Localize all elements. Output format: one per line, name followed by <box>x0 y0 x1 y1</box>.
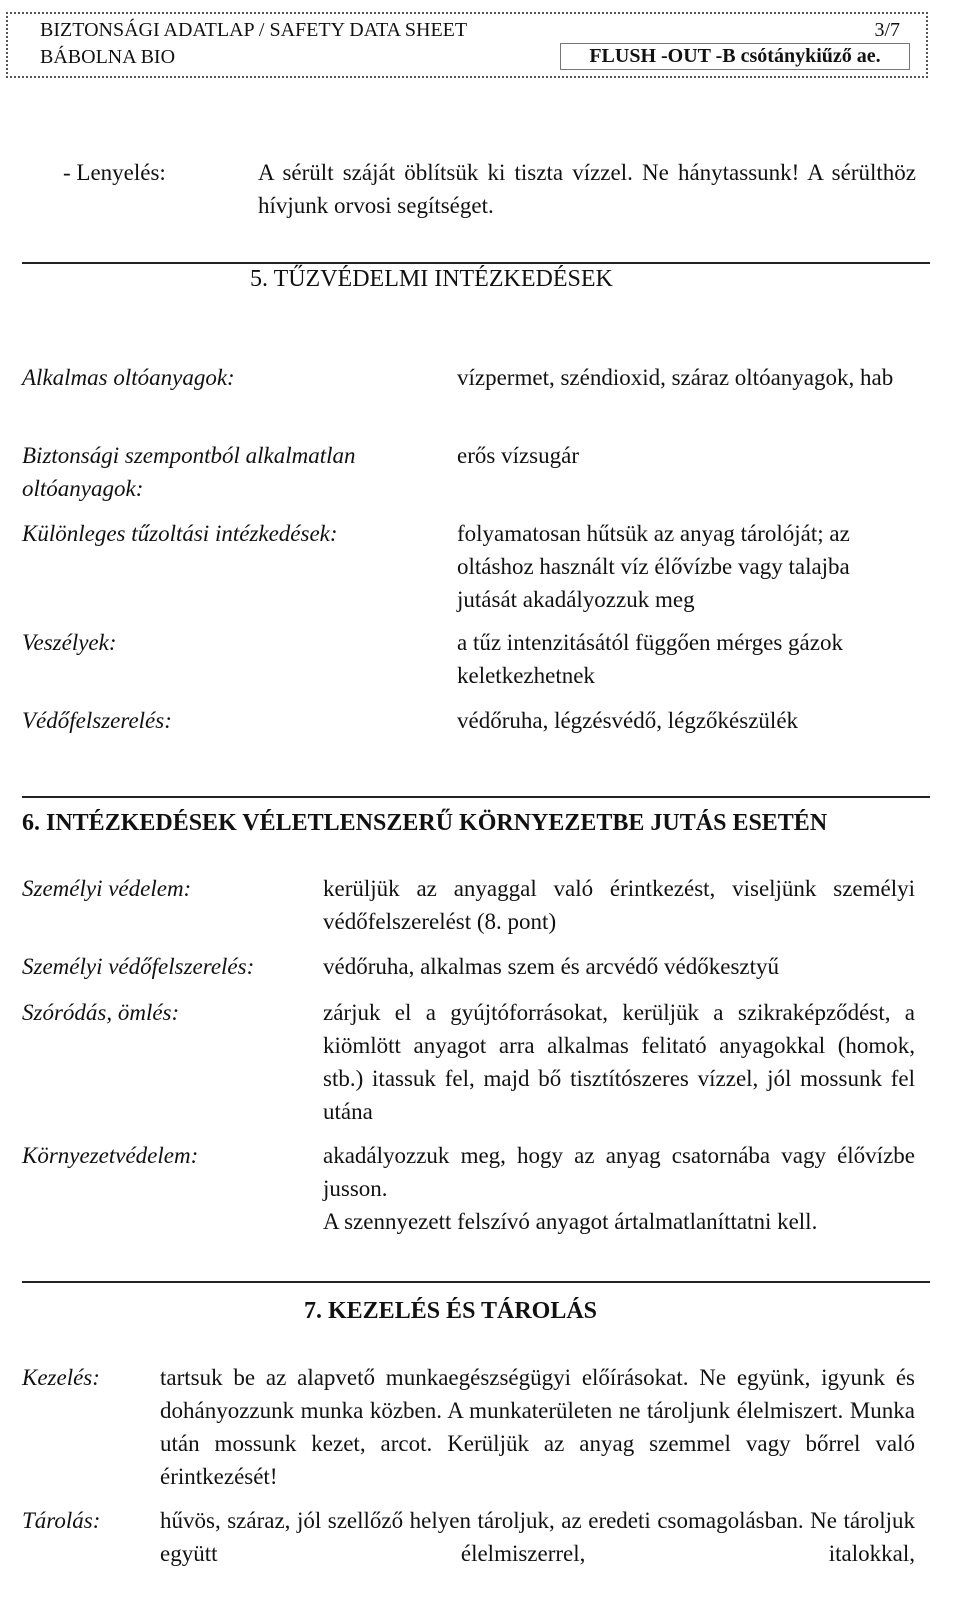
section-divider <box>22 1281 930 1283</box>
release-label-spill: Szóródás, ömlés: <box>22 1000 180 1025</box>
section-7-title: 7. KEZELÉS ÉS TÁROLÁS <box>304 1298 598 1324</box>
header-title: BIZTONSÁGI ADATLAP / SAFETY DATA SHEET <box>40 19 468 41</box>
fire-value-hazards: a tűz intenzitásától függően mérges gázok keletkezhetnek <box>457 630 843 688</box>
product-name: FLUSH -OUT -B csótánykiűző ae. <box>560 43 910 70</box>
handling-value: tartsuk be az alapvető munkaegészségügyi előírásokat. Ne együnk, igyunk és dohányozzunk munka közben. A munkaterületen ne tároljunk élelmiszert. Munka után mossunk kezet, arcot. Kerüljük az anyag szemmel vagy bőrrel való érintkezését! <box>160 1365 915 1489</box>
ingestion-text: A sérült száját öblítsük ki tiszta vízzel. Ne hánytassunk! A sérülthöz hívjunk orvosi segítséget. <box>258 160 916 218</box>
fire-label-equipment: Védőfelszerelés: <box>22 708 172 733</box>
fire-label-suitable: Alkalmas oltóanyagok: <box>22 365 235 390</box>
release-label-environment: Környezetvédelem: <box>22 1143 199 1168</box>
storage-label: Tárolás: <box>22 1508 101 1533</box>
section-5-title: 5. TŰZVÉDELMI INTÉZKEDÉSEK <box>250 266 613 292</box>
storage-value: hűvös, száraz, jól szellőző helyen tároljuk, az eredeti csomagolásban. Ne tároljuk együtt élelmiszerrel, italokkal, <box>160 1508 915 1566</box>
fire-value-special: folyamatosan hűtsük az anyag tárolóját; az oltáshoz használt víz élővízbe vagy talajba jutását akadályozzuk meg <box>457 521 850 612</box>
release-label-ppe: Személyi védőfelszerelés: <box>22 954 255 979</box>
section-6-title: 6. INTÉZKEDÉSEK VÉLETLENSZERŰ KÖRNYEZETBE JUTÁS ESETÉN <box>22 810 828 836</box>
release-label-personal: Személyi védelem: <box>22 876 192 901</box>
fire-value-equipment: védőruha, légzésvédő, légzőkészülék <box>457 708 799 733</box>
fire-label-unsuitable: Biztonsági szempontból alkalmatlan oltóanyagok: <box>22 443 356 501</box>
fire-value-unsuitable: erős vízsugár <box>457 443 579 468</box>
section-divider <box>22 796 930 798</box>
release-value-environment: akadályozzuk meg, hogy az anyag csatornába vagy élővízbe jusson. <box>323 1143 915 1201</box>
ingestion-label: - Lenyelés: <box>63 160 166 185</box>
fire-label-hazards: Veszélyek: <box>22 630 117 655</box>
company-name: BÁBOLNA BIO <box>40 46 176 68</box>
release-value-environment-2: A szennyezett felszívó anyagot ártalmatlaníttatni kell. <box>323 1209 818 1234</box>
release-value-spill: zárjuk el a gyújtóforrásokat, kerüljük a szikraképződést, a kiömlött anyagot arra alkalmas felitató anyagokkal (homok, stb.) itassuk fel, majd bő tisztítószeres vízzel, jól mossunk fel utána <box>323 1000 915 1124</box>
release-value-ppe: védőruha, alkalmas szem és arcvédő védőkesztyű <box>323 954 779 979</box>
fire-label-special: Különleges tűzoltási intézkedések: <box>22 521 338 546</box>
handling-label: Kezelés: <box>22 1365 100 1390</box>
fire-value-suitable: vízpermet, széndioxid, száraz oltóanyagok, hab <box>457 365 894 390</box>
page-number: 3/7 <box>874 19 900 41</box>
document-header <box>6 12 928 78</box>
release-value-personal: kerüljük az anyaggal való érintkezést, viseljünk személyi védőfelszerelést (8. pont) <box>323 876 915 934</box>
